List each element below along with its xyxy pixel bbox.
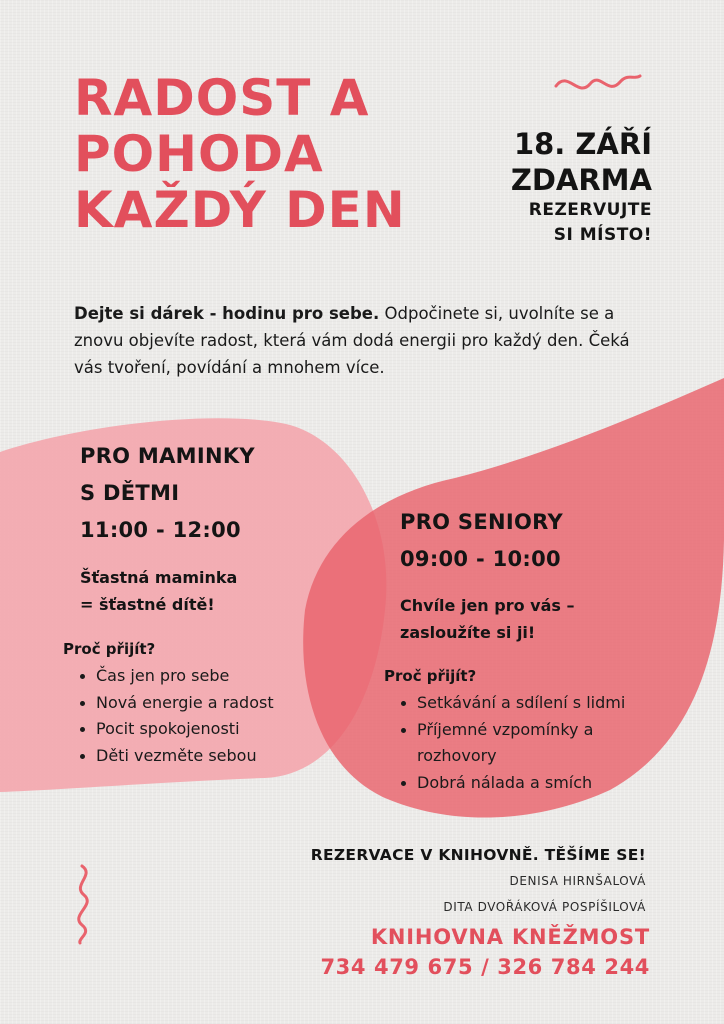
moms-title-line-1: PRO MAMINKY (80, 444, 255, 468)
seniors-tagline-line-2: zasloužíte si ji! (400, 623, 536, 642)
title-line-2: POHODA (74, 125, 324, 183)
reservation-person-2: DITA DVOŘÁKOVÁ POSPÍŠILOVÁ (443, 900, 646, 914)
event-cta-line-2: SI MÍSTO! (553, 225, 652, 245)
library-phones: 734 479 675 / 326 784 244 (320, 955, 650, 979)
moms-tagline (80, 564, 237, 618)
list-item: Děti vezměte sebou (74, 743, 324, 770)
moms-heading (80, 438, 340, 549)
squiggle-top-icon (556, 76, 640, 88)
seniors-time: 09:00 - 10:00 (400, 547, 561, 571)
moms-tagline-line-2: = šťastné dítě! (80, 595, 215, 614)
event-cta-line-1: REZERVUJTE (528, 200, 652, 220)
list-item: Dobrá nálada a smích (395, 770, 680, 797)
reservation-main: REZERVACE V KNIHOVNĚ. TĚŠÍME SE! (310, 846, 646, 864)
library-name: KNIHOVNA KNĚŽMOST (370, 925, 650, 949)
list-item: Nová energie a radost (74, 690, 324, 717)
list-item: Příjemné vzpomínky a (395, 717, 680, 744)
seniors-why-heading: Proč přijít? (384, 667, 477, 685)
list-item: Čas jen pro sebe (74, 663, 324, 690)
moms-why-heading: Proč přijít? (63, 640, 156, 658)
seniors-title: PRO SENIORY (400, 510, 563, 534)
title-line-1: RADOST A (74, 69, 370, 127)
list-item-continuation: rozhovory (417, 746, 497, 765)
moms-time: 11:00 - 12:00 (80, 518, 241, 542)
moms-title-line-2: S DĚTMI (80, 481, 180, 505)
reservation-block (311, 843, 646, 919)
event-price: ZDARMA (510, 163, 652, 197)
list-item: Pocit spokojenosti (74, 716, 324, 743)
seniors-tagline-line-1: Chvíle jen pro vás – (400, 596, 575, 615)
moms-reasons-list (74, 663, 324, 769)
seniors-tagline (400, 592, 574, 646)
event-info (511, 126, 652, 248)
list-item: Setkávání a sdílení s lidmi (395, 690, 680, 717)
library-block (320, 922, 650, 982)
intro-bold: Dejte si dárek - hodinu pro sebe. (74, 304, 380, 323)
moms-tagline-line-1: Šťastná maminka (80, 568, 238, 587)
reservation-person-1: DENISA HIRNŠALOVÁ (509, 874, 646, 888)
title-line-3: KAŽDÝ DEN (74, 181, 406, 239)
event-date: 18. ZÁŘÍ (513, 127, 652, 161)
squiggle-side-icon (79, 866, 87, 943)
seniors-reasons-list (395, 690, 680, 796)
page-title (74, 70, 494, 238)
seniors-heading (400, 504, 563, 578)
intro-paragraph (74, 300, 654, 381)
intro-text: Odpočinete si, uvolníte se a znovu objevíte radost, která vám dodá energii pro každý den. Čeká vás tvoření, povídání a mnohem více. (74, 304, 630, 377)
